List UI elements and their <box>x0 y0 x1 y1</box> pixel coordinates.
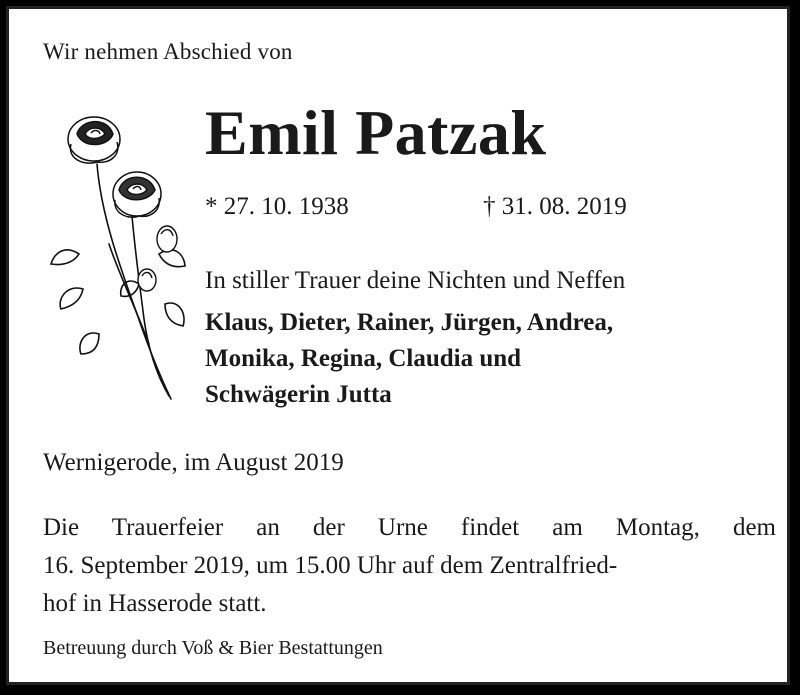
place-date: Wernigerode, im August 2019 <box>43 449 344 476</box>
roses-illustration-icon <box>39 104 189 404</box>
mourners-line: Monika, Regina, Claudia und <box>205 345 522 372</box>
death-date: † 31. 08. 2019 <box>483 193 627 220</box>
ceremony-line: hof in Hasserode statt. <box>43 590 267 617</box>
undertaker-credit: Betreuung durch Voß & Bier Bestattungen <box>43 637 383 659</box>
deceased-name: Emil Patzak <box>205 97 547 168</box>
mourners-intro: In stiller Trauer deine Nichten und Neffen <box>205 267 626 294</box>
ceremony-line: Die Trauerfeier an der Urne findet am Montag, dem <box>43 514 776 541</box>
ceremony-info <box>43 509 776 623</box>
mourners-line: Schwägerin Jutta <box>205 381 392 408</box>
mourners-list <box>205 305 765 413</box>
ceremony-line: 16. September 2019, um 15.00 Uhr auf dem Zentralfried- <box>43 552 618 579</box>
intro-text: Wir nehmen Abschied von <box>43 39 293 64</box>
obituary-notice <box>6 6 790 685</box>
mourners-line: Klaus, Dieter, Rainer, Jürgen, Andrea, <box>205 309 614 336</box>
birth-date: * 27. 10. 1938 <box>205 193 349 220</box>
